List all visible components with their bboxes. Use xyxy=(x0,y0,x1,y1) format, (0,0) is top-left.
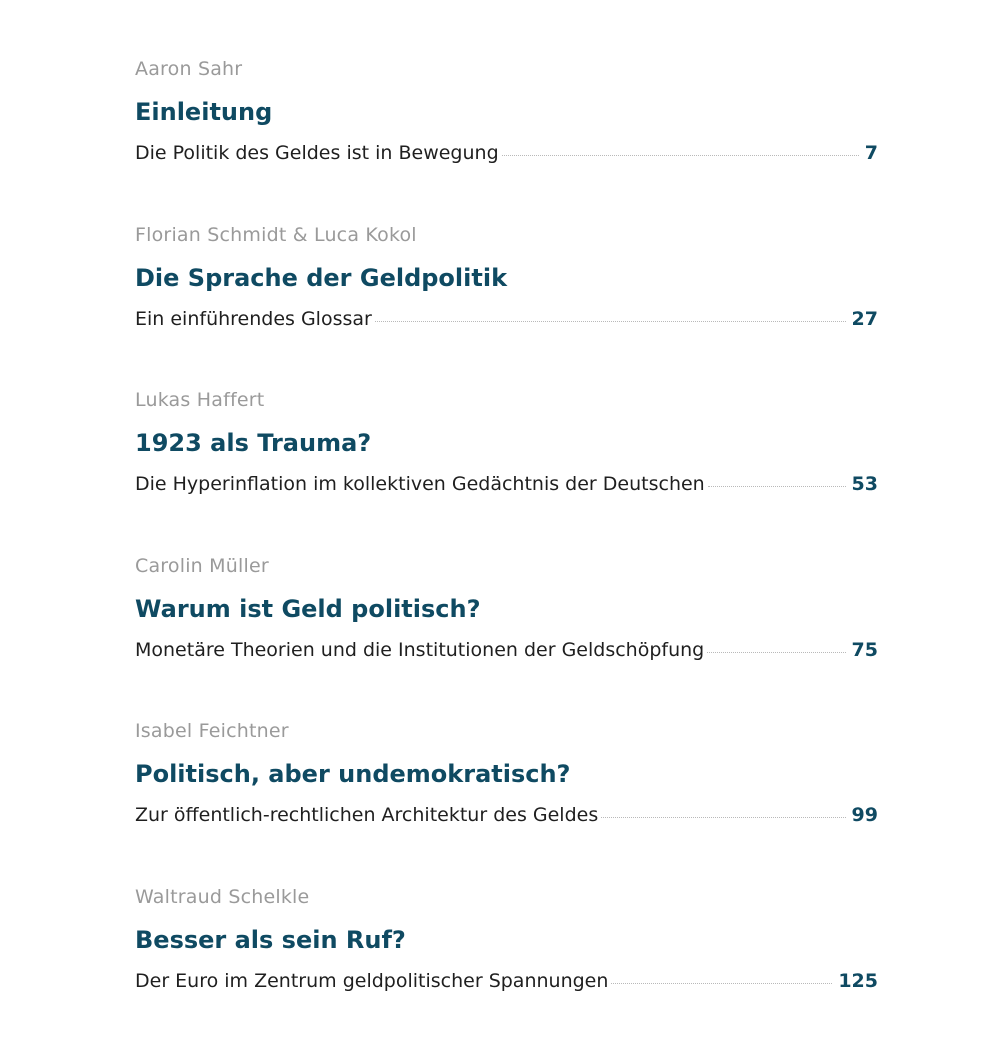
toc-entry-author: Lukas Haffert xyxy=(135,389,264,411)
toc-entry-author: Waltraud Schelkle xyxy=(135,886,309,908)
toc-entry xyxy=(135,55,878,221)
toc-entry xyxy=(135,221,878,387)
toc-entry-title: Besser als sein Ruf? xyxy=(135,926,406,954)
toc-entry-subline xyxy=(135,473,878,495)
toc-entry-page-number: 99 xyxy=(852,804,878,826)
toc-entry-author: Florian Schmidt & Luca Kokol xyxy=(135,224,417,246)
toc-dot-leader xyxy=(375,321,846,322)
toc-entry xyxy=(135,717,878,883)
toc-entry-subtitle: Zur öffentlich-rechtlichen Architektur des Geldes xyxy=(135,804,598,826)
toc-dot-leader xyxy=(502,155,859,156)
toc-entry-author: Carolin Müller xyxy=(135,555,269,577)
toc-entry-author: Aaron Sahr xyxy=(135,58,242,80)
toc-entry-title: Die Sprache der Geldpolitik xyxy=(135,264,507,292)
toc-dot-leader xyxy=(707,652,845,653)
toc-dot-leader xyxy=(611,983,832,984)
toc-entry xyxy=(135,883,878,1048)
toc-entry-page-number: 125 xyxy=(838,970,878,992)
toc-entry-subline xyxy=(135,308,878,330)
table-of-contents xyxy=(135,55,878,1048)
toc-entry xyxy=(135,386,878,552)
toc-entry-page-number: 27 xyxy=(852,308,878,330)
toc-entry-author: Isabel Feichtner xyxy=(135,720,289,742)
toc-entry xyxy=(135,552,878,718)
toc-entry-title: Warum ist Geld politisch? xyxy=(135,595,481,623)
toc-entry-page-number: 7 xyxy=(865,142,878,164)
toc-entry-subline xyxy=(135,970,878,992)
toc-entry-page-number: 53 xyxy=(852,473,878,495)
toc-entry-page-number: 75 xyxy=(852,639,878,661)
toc-entry-subline xyxy=(135,804,878,826)
toc-entry-title: 1923 als Trauma? xyxy=(135,429,371,457)
toc-entry-subline xyxy=(135,639,878,661)
toc-entry-subtitle: Ein einführendes Glossar xyxy=(135,308,372,330)
toc-entry-subtitle: Der Euro im Zentrum geldpolitischer Spannungen xyxy=(135,970,608,992)
toc-dot-leader xyxy=(601,817,845,818)
toc-entry-subline xyxy=(135,142,878,164)
toc-entry-title: Politisch, aber undemokratisch? xyxy=(135,760,570,788)
toc-entry-subtitle: Die Politik des Geldes ist in Bewegung xyxy=(135,142,499,164)
toc-dot-leader xyxy=(708,486,846,487)
toc-entry-title: Einleitung xyxy=(135,98,272,126)
toc-entry-subtitle: Monetäre Theorien und die Institutionen der Geldschöpfung xyxy=(135,639,704,661)
toc-entry-subtitle: Die Hyperinflation im kollektiven Gedächtnis der Deutschen xyxy=(135,473,705,495)
